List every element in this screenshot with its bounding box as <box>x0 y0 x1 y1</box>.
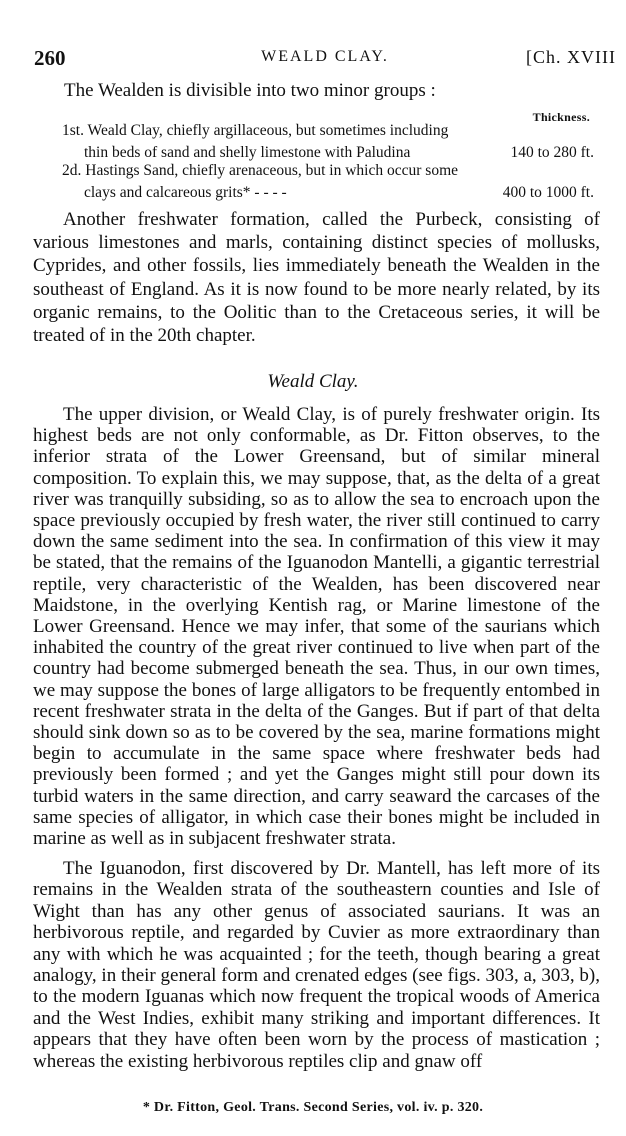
group-description-line: 2d. Hastings Sand, chiefly arenaceous, but in which occur some <box>62 162 459 179</box>
running-title: WEALD CLAY. <box>261 48 389 65</box>
purbeck-paragraph <box>33 208 600 347</box>
group-entry-weald-clay <box>62 120 594 164</box>
page-header <box>34 46 616 74</box>
section-heading: Weald Clay. <box>267 371 359 392</box>
group-thickness-value: 140 to 280 ft. <box>510 144 594 161</box>
group-description-continuation: clays and calcareous grits* - - - - <box>84 184 287 201</box>
iguanodon-paragraph <box>33 858 600 1072</box>
paragraph-text: The upper division, or Weald Clay, is of purely freshwater origin. Its highest beds are not only conformable, as Dr. Fitton observes, to the inferior strata of the Lower Greensand, but of similar mineral composition. To explain this, we may suppose, that, as the delta of a great river was tranquilly subsiding, so as to allow the sea to encroach upon the space previously occupied by fresh water, the river still continued to carry down the same sediment into the sea. In confirmation of this view it may be stated, that the remains of the Iguanodon Mantelli, a gigantic terrestrial reptile, very characteristic of the Wealden, has been discovered near Maidstone, in the overlying Kentish rag, or Marine limestone of the Lower Greensand. Hence we may infer, that some of the saurians which inhabited the country of the great river continued to live when part of the country had become submerged beneath the sea. Thus, in our own times, we may suppose the bones of large alligators to be frequently entombed in recent freshwater strata in the delta of the Ganges. But if part of that delta should sink down so as to be covered by the sea, marine formations might begin to accumulate in the same space where freshwater beds had previously been formed ; and yet the Ganges might still pour down its turbid waters in the same direction, and carry seaward the carcases of the same species of alligator, in which case their bones might be included in marine as well as in subjacent freshwater strata. <box>33 404 600 850</box>
weald-clay-paragraph <box>33 404 600 849</box>
paragraph-text: Another freshwater formation, called the Purbeck, consisting of various limestones and marls, containing distinct species of mollusks, Cyprides, and other fossils, lies immediately beneath the Wealden in the southeast of England. As it is now found to be more nearly related, by its organic remains, to the Oolitic than to the Cretaceous series, it will be treated of in the 20th chapter. <box>33 209 600 347</box>
footnote: * Dr. Fitton, Geol. Trans. Second Series, vol. iv. p. 320. <box>142 1100 484 1115</box>
intro-line: The Wealden is divisible into two minor groups : <box>64 80 436 101</box>
paragraph-text: The Iguanodon, first discovered by Dr. Mantell, has left more of its remains in the Wealden strata of the southeastern counties and Isle of Wight than has any other genus of associated saurians. It was an herbivorous reptile, and regarded by Cuvier as more extraordinary than any with which he was acquainted ; for the teeth, though bearing a great analogy, in their general form and crenated edges (see figs. 303, a, 303, b), to the modern Iguanas which now frequent the tropical woods of America and the West Indies, exhibit many striking and important differences. It appears that they have often been worn by the process of mastication ; whereas the existing herbivorous reptiles clip and gnaw off <box>33 858 600 1072</box>
group-thickness-value: 400 to 1000 ft. <box>502 184 594 201</box>
chapter-marker: [Ch. XVIII <box>526 47 616 67</box>
page-number: 260 <box>34 46 66 70</box>
thickness-column-label: Thickness. <box>532 110 590 124</box>
group-description-continuation: thin beds of sand and shelly limestone with Paludina <box>84 144 411 161</box>
group-description-line: 1st. Weald Clay, chiefly argillaceous, but sometimes including <box>62 122 449 139</box>
group-entry-hastings-sand <box>62 160 594 204</box>
